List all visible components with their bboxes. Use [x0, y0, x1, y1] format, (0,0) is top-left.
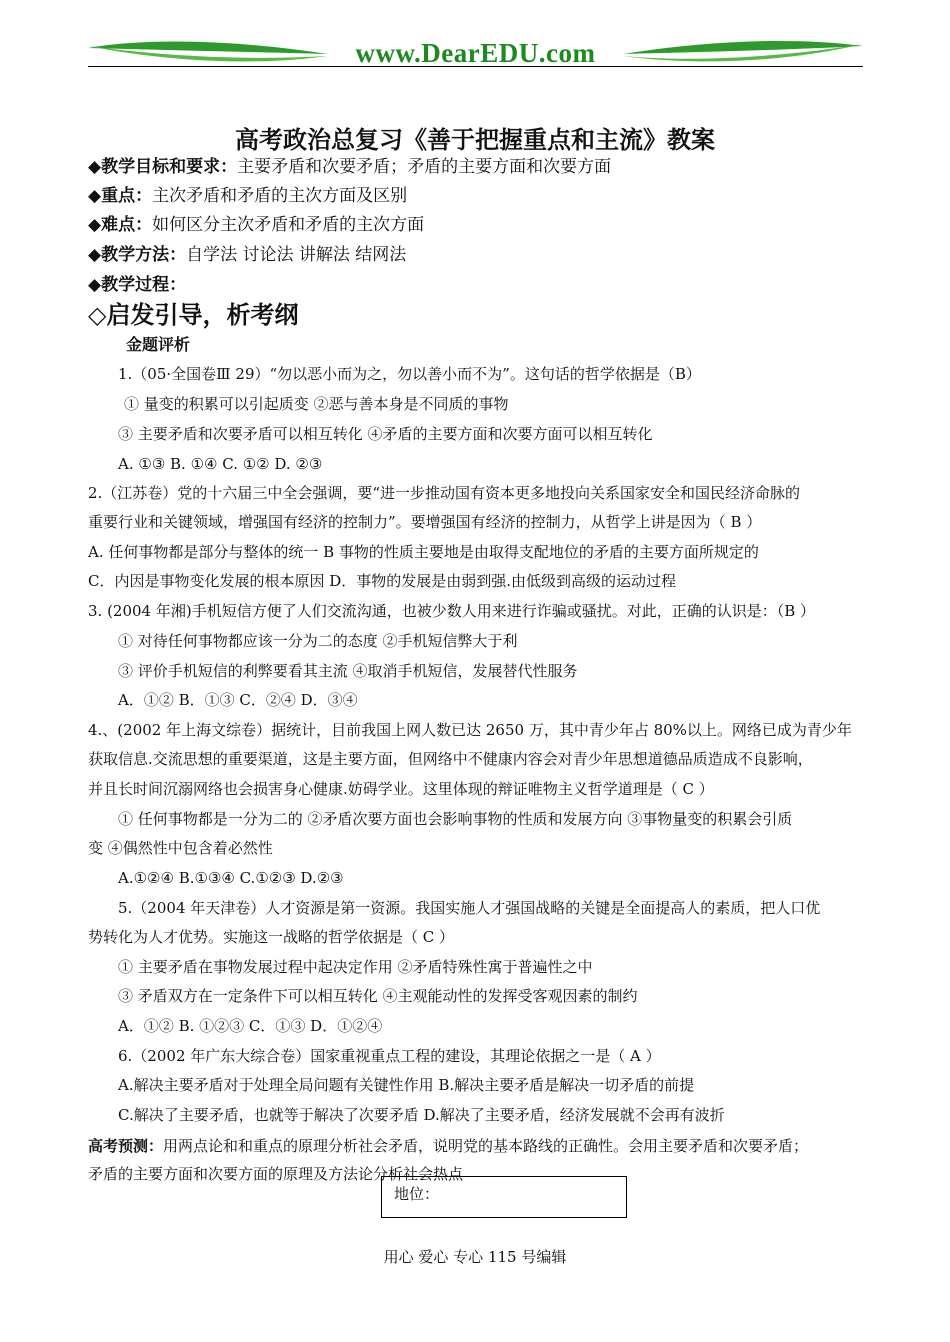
question-line: 势转化为人才优势。实施这一战略的哲学依据是（ C ）	[88, 928, 455, 946]
question-line: 3. (2004 年湘)手机短信方便了人们交流沟通，也被少数人用来进行诈骗或骚扰。对此，正确的认识是：（B ）	[88, 602, 816, 620]
question-line: C.解决了主要矛盾，也就等于解决了次要矛盾 D.解决了主要矛盾，经济发展就不会再有波折	[118, 1106, 725, 1124]
question-line: 2.（江苏卷）党的十六届三中全会强调，要“进一步推动国有资本更多地投向关系国家安全和国民经济命脉的	[88, 484, 800, 502]
question-line: 重要行业和关键领域，增强国有经济的控制力”。要增强国有经济的控制力，从哲学上讲是因为（ B ）	[88, 513, 762, 531]
goal-label: ◆教学目标和要求：	[88, 157, 238, 177]
question-line: 6.（2002 年广东大综合卷）国家重视重点工程的建设，其理论依据之一是（ A ）	[118, 1047, 661, 1065]
key-point-label: ◆重点：	[88, 186, 153, 206]
question-line: 获取信息.交流思想的重要渠道，这是主要方面，但网络中不健康内容会对青少年思想道德品质造成不良影响，	[88, 750, 813, 768]
question-line: 变 ④偶然性中包含着必然性	[88, 839, 273, 857]
forecast-text: 用两点论和和重点的原理分析社会矛盾，说明党的基本路线的正确性。会用主要矛盾和次要矛盾；	[163, 1137, 809, 1155]
question-line: A.解决主要矛盾对于处理全局问题有关键性作用 B.解决主要矛盾是解决一切矛盾的前提	[118, 1076, 695, 1094]
question-line: A．①② B. ①②③ C．①③ D．①②④	[118, 1017, 383, 1035]
difficulty-label: ◆难点：	[88, 215, 153, 235]
status-box	[381, 1176, 627, 1218]
question-line: A. ①③ B. ①④ C. ①② D. ②③	[118, 455, 323, 473]
question-line: ① 任何事物都是一分为二的 ②矛盾次要方面也会影响事物的性质和发展方向 ③事物量变的积累会引质	[118, 810, 793, 828]
goal-text: 主要矛盾和次要矛盾；矛盾的主要方面和次要方面	[237, 157, 612, 177]
question-line: 1.（05·全国卷Ⅲ 29）“勿以恶小而为之，勿以善小而不为”。这句话的哲学依据是（B）	[118, 365, 701, 383]
question-line: 5.（2004 年天津卷）人才资源是第一资源。我国实施人才强国战略的关键是全面提高人的素质，把人口优	[118, 899, 821, 917]
question-line: A. 任何事物都是部分与整体的统一 B 事物的性质主要地是由取得支配地位的矛盾的主要方面所规定的	[88, 543, 759, 561]
page-footer: 用心 爱心 专心 115 号编辑	[383, 1248, 567, 1266]
question-line: ③ 主要矛盾和次要矛盾可以相互转化 ④矛盾的主要方面和次要方面可以相互转化	[118, 425, 653, 443]
header-divider	[88, 66, 863, 67]
difficulty-text: 如何区分主次矛盾和矛盾的主次方面	[152, 215, 425, 235]
question-line: ① 对待任何事物都应该一分为二的态度 ②手机短信弊大于利	[118, 632, 518, 650]
site-logo[interactable]: www.DearEDU.com	[355, 38, 596, 68]
method-line	[88, 245, 406, 265]
subsection-heading: 金题评析	[126, 335, 191, 354]
difficulty-line	[88, 215, 424, 235]
key-point-text: 主次矛盾和矛盾的主次方面及区别	[152, 186, 408, 206]
question-line: ③ 评价手机短信的利弊要看其主流 ④取消手机短信，发展替代性服务	[118, 662, 578, 680]
forecast-label: 高考预测：	[88, 1137, 164, 1155]
question-line: ③ 矛盾双方在一定条件下可以相互转化 ④主观能动性的发挥受客观因素的制约	[118, 987, 638, 1005]
site-header	[88, 32, 863, 78]
question-line: 并且长时间沉溺网络也会损害身心健康.妨碍学业。这里体现的辩证唯物主义哲学道理是（ C ）	[88, 780, 714, 798]
question-line: ① 主要矛盾在事物发展过程中起决定作用 ②矛盾特殊性寓于普遍性之中	[118, 958, 593, 976]
section-heading: ◇启发引导，析考纲	[88, 301, 299, 329]
key-point-line	[88, 186, 407, 206]
question-line: A.①②④ B.①③④ C.①②③ D.②③	[118, 869, 344, 887]
process-line	[88, 275, 186, 295]
question-line: ① 量变的积累可以引起质变 ②恶与善本身是不同质的事物	[124, 395, 509, 413]
goal-line	[88, 157, 611, 177]
question-line: C．内因是事物变化发展的根本原因 D．事物的发展是由弱到强.由低级到高级的运动过程	[88, 572, 677, 590]
forecast-line-2: 矛盾的主要方面和次要方面的原理及方法论分析社会热点	[88, 1165, 464, 1183]
question-line: A．①② B．①③ C．②④ D．③④	[118, 691, 358, 709]
method-text: 自学法 讨论法 讲解法 结网法	[186, 245, 407, 265]
forecast-line	[88, 1136, 808, 1156]
status-box-label: 地位：	[394, 1185, 440, 1203]
page-title: 高考政治总复习《善于把握重点和主流》教案	[235, 126, 715, 154]
question-line: 4.、(2002 年上海文综卷）据统计，目前我国上网人数已达 2650 万，其中青少年占 80%以上。网络已成为青少年	[88, 721, 852, 739]
process-label: ◆教学过程：	[88, 275, 187, 295]
method-label: ◆教学方法：	[88, 245, 187, 265]
